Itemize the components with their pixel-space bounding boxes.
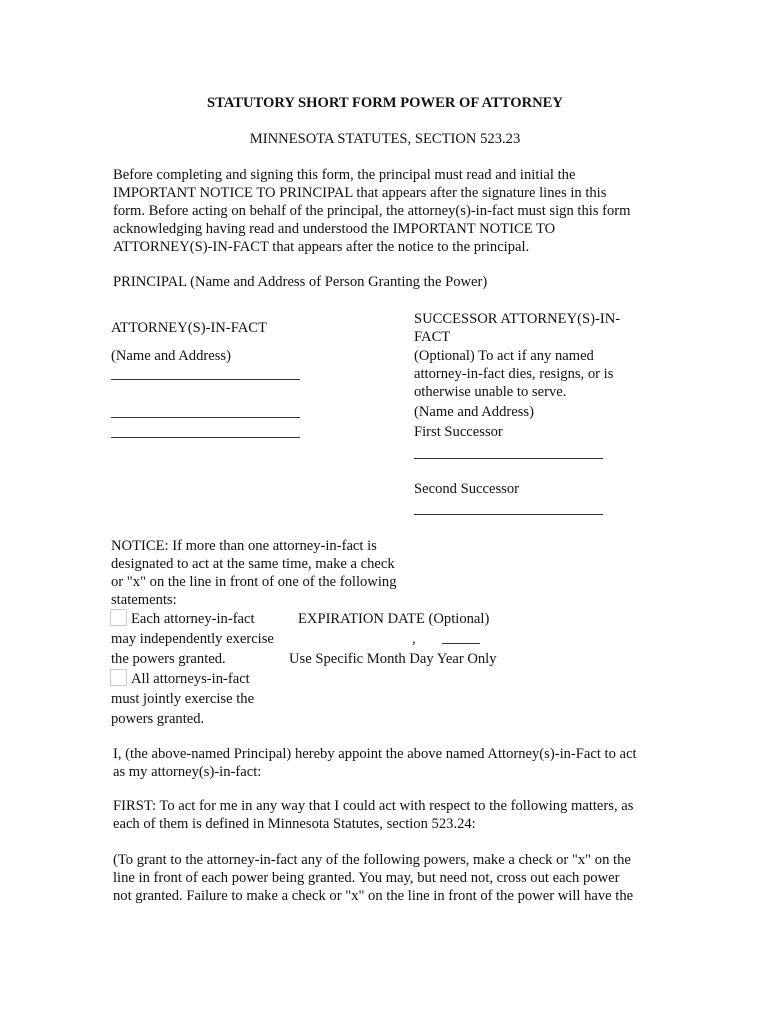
text-line: designated to act at the same time, make a check <box>111 556 395 572</box>
second-successor-label: Second Successor <box>414 481 519 497</box>
text-line: acknowledging having read and understood the IMPORTANT NOTICE TO <box>113 221 556 237</box>
first-paragraph <box>113 797 633 833</box>
document-title: STATUTORY SHORT FORM POWER OF ATTORNEY <box>207 95 563 111</box>
option-text: must jointly exercise the <box>111 691 255 707</box>
option-text: may independently exercise <box>111 631 274 647</box>
independent-checkbox[interactable] <box>110 609 127 626</box>
successor-heading: FACT <box>414 329 451 345</box>
text-line: ATTORNEY(S)-IN-FACT that appears after the notice to the principal. <box>113 239 530 255</box>
grant-paragraph <box>113 851 633 905</box>
first-successor-line[interactable] <box>414 458 603 459</box>
successor-section <box>414 310 620 441</box>
intro-paragraph <box>113 166 631 256</box>
attorney-name-address-label: (Name and Address) <box>111 348 231 364</box>
text-line: line in front of each power being granted. You may, but need not, cross out each power <box>113 870 620 886</box>
expiration-label: EXPIRATION DATE (Optional) <box>298 611 490 627</box>
text-line: FIRST: To act for me in any way that I could act with respect to the following matters, as <box>113 798 634 814</box>
expiration-hint: Use Specific Month Day Year Only <box>289 651 497 667</box>
successor-desc: otherwise unable to serve. <box>414 384 567 400</box>
text-line: as my attorney(s)-in-fact: <box>113 764 262 780</box>
document-subtitle: MINNESOTA STATUTES, SECTION 523.23 <box>249 131 521 147</box>
text-line: NOTICE: If more than one attorney-in-fact is <box>111 538 377 554</box>
expiration-comma: , <box>412 631 416 647</box>
text-line: not granted. Failure to make a check or "x" on the line in front of the power will have the <box>113 888 634 904</box>
principal-label: PRINCIPAL (Name and Address of Person Granting the Power) <box>113 274 488 290</box>
text-line: statements: <box>111 592 177 608</box>
text-line: I, (the above-named Principal) hereby appoint the above named Attorney(s)-in-Fact to act <box>113 746 637 762</box>
successor-name-address-label: (Name and Address) <box>414 404 534 420</box>
text-line: Before completing and signing this form, the principal must read and initial the <box>113 167 576 183</box>
option-text: Each attorney-in-fact <box>131 611 255 627</box>
attorney-line-2[interactable] <box>111 417 300 418</box>
option-text: the powers granted. <box>111 651 226 667</box>
appoint-paragraph <box>113 745 637 781</box>
notice-paragraph <box>111 537 397 609</box>
joint-options <box>111 609 274 729</box>
attorney-line-1[interactable] <box>111 379 300 380</box>
text-line: or "x" on the line in front of one of the following <box>111 574 397 590</box>
option-text: All attorneys-in-fact <box>131 671 250 687</box>
jointly-checkbox[interactable] <box>110 669 127 686</box>
attorney-heading: ATTORNEY(S)-IN-FACT <box>111 320 267 336</box>
text-line: (To grant to the attorney-in-fact any of the following powers, make a check or "x" on the <box>113 852 631 868</box>
successor-desc: attorney-in-fact dies, resigns, or is <box>414 366 614 382</box>
first-successor-label: First Successor <box>414 424 503 440</box>
expiration-year-line[interactable] <box>442 643 480 644</box>
successor-desc: (Optional) To act if any named <box>414 348 594 364</box>
option-text: powers granted. <box>111 711 205 727</box>
second-successor-line[interactable] <box>414 514 603 515</box>
text-line: each of them is defined in Minnesota Statutes, section 523.24: <box>113 816 476 832</box>
text-line: IMPORTANT NOTICE TO PRINCIPAL that appears after the signature lines in this <box>113 185 607 201</box>
attorney-line-3[interactable] <box>111 437 300 438</box>
text-line: form. Before acting on behalf of the principal, the attorney(s)-in-fact must sign this form <box>113 203 631 219</box>
successor-heading: SUCCESSOR ATTORNEY(S)-IN- <box>414 311 621 327</box>
